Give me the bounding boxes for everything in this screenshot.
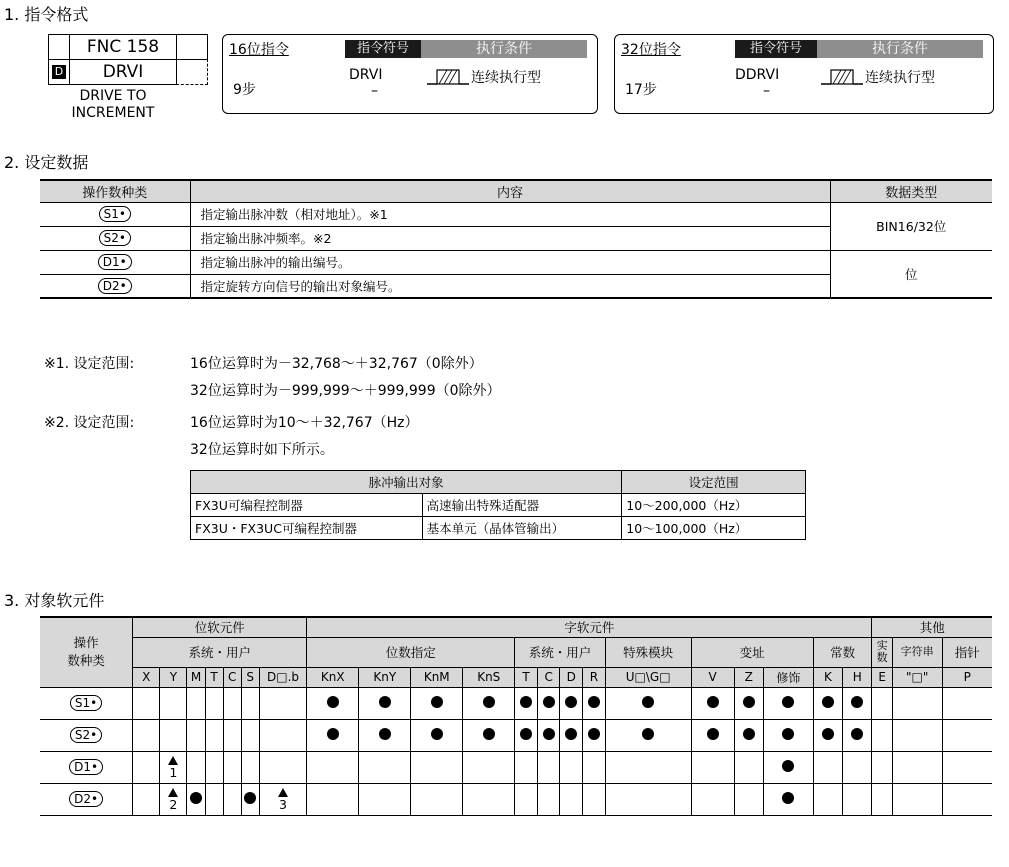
target-device-table [40,616,992,816]
sub-special-module: 特殊模块 [605,637,691,667]
column-header: KnX [307,667,359,687]
triangle-note-number: 1 [169,765,178,780]
applicable-dot-icon [543,696,555,708]
header-operand-type: 操作 数种类 [40,617,133,687]
operand-s1: S1• [99,206,131,222]
applicable-dot-icon [565,696,577,708]
table-row [191,517,806,540]
note2-line2: 32位运算时如下所示。 [190,442,334,458]
applicable-dot-icon [707,728,719,740]
cond16-title: 16位指令 [229,42,289,58]
sub-system-user: 系统・用户 [133,637,307,667]
applicable-dot-icon [588,728,600,740]
section-3-title: 3. 对象软元件 [4,591,105,610]
continuous-exec-icon [821,67,863,87]
cond-16bit-box [222,34,598,114]
data-type-bit: 位 [830,250,992,298]
applicable-dot-icon [588,696,600,708]
fnc-name: DRVI [69,59,177,85]
triangle-note-number: 2 [169,797,178,812]
applicable-dot-icon [782,760,794,772]
column-header: S [241,667,259,687]
applicable-dot-icon [520,728,532,740]
freq-range: 10～200,000（Hz） [622,494,806,517]
column-header: Z [734,667,763,687]
plc-model: FX3U可编程控制器 [191,494,423,517]
operand-label: D2• [69,791,103,807]
fnc-caption [48,88,178,122]
cond16-exec-text: 连续执行型 [471,70,541,86]
cond32-exec-header: 执行条件 [817,40,983,58]
pulse-table-header [191,471,806,494]
fnc-dashed-cell [176,59,208,85]
output-unit: 基本单元（晶体管输出） [422,517,622,540]
fnc-code: FNC 158 [69,34,177,60]
applicable-dot-icon [483,696,495,708]
operand-s2: S2• [99,230,131,246]
cond-32bit-box [614,34,994,114]
header-data-type: 数据类型 [830,180,992,202]
header-content: 内容 [190,180,830,202]
note2-label: ※2. 设定范围: [44,415,135,431]
applicable-dot-icon [851,728,863,740]
column-header: C [537,667,560,687]
fnc-side-cell [176,34,208,60]
operand-d1: D1• [98,254,132,270]
header-operand-type: 操作数种类 [40,180,190,202]
fnc-d-marker: D [52,65,66,79]
column-header: KnS [463,667,515,687]
fnc-instruction-box [48,34,210,86]
column-header: K [813,667,842,687]
cond16-symbol-header: 指令符号 [345,40,421,58]
column-header: R [583,667,606,687]
operand-label: S2• [70,727,102,743]
pulse-output-table [190,470,806,540]
plc-model: FX3U・FX3UC可编程控制器 [191,517,423,540]
group-bit-device: 位软元件 [133,617,307,637]
operand-label: D1• [69,759,103,775]
note-triangle-icon [168,788,178,797]
row-content: 指定输出脉冲频率。※2 [190,226,830,250]
applicable-dot-icon [822,696,834,708]
column-header: "□" [892,667,942,687]
fnc-caption-line2: INCREMENT [71,105,155,121]
table-row [40,783,992,815]
applicable-dot-icon [327,696,339,708]
applicable-dot-icon [782,792,794,804]
sub-constant: 常数 [813,637,872,667]
column-header: 修饰 [763,667,813,687]
fnc-d-cell [48,59,70,85]
cond32-symbol-header: 指令符号 [735,40,817,58]
sub-pointer: 指针 [942,637,992,667]
note1-label: ※1. 设定范围: [44,356,135,372]
column-header: P [942,667,992,687]
table-row [40,687,992,719]
table-row [40,202,992,226]
note-triangle-icon [278,788,288,797]
row-content: 指定输出脉冲的输出编号。 [190,250,830,274]
column-header: Y [160,667,187,687]
applicable-dot-icon [244,792,256,804]
column-header: KnY [359,667,411,687]
applicable-dot-icon [642,728,654,740]
column-header: C [223,667,241,687]
setting-data-table [40,179,992,299]
column-header: KnM [411,667,463,687]
cond16-dash: – [371,83,378,99]
operand-label: S1• [70,695,102,711]
applicable-dot-icon [782,696,794,708]
applicable-dot-icon [782,728,794,740]
freq-range: 10～100,000（Hz） [622,517,806,540]
cond32-exec-text: 连续执行型 [865,70,935,86]
row-content: 指定旋转方向信号的输出对象编号。 [190,274,830,298]
column-header: T [205,667,223,687]
column-header: M [187,667,205,687]
target-device-body [40,687,992,815]
applicable-dot-icon [379,728,391,740]
table-row [40,250,992,274]
applicable-dot-icon [431,728,443,740]
section-1-title: 1. 指令格式 [4,5,89,24]
applicable-dot-icon [190,792,202,804]
column-header: T [515,667,538,687]
sub-bit-spec: 位数指定 [307,637,515,667]
table-row [40,751,992,783]
column-header: E [872,667,892,687]
applicable-dot-icon [565,728,577,740]
cond16-exec-header: 执行条件 [421,40,587,58]
note1-line1: 16位运算时为－32,768～＋32,767（0除外） [190,356,483,372]
cond16-symbol: DRVI [349,67,383,83]
header-setting-range: 设定范围 [622,471,806,494]
column-header: U□\G□ [605,667,691,687]
cond16-steps: 9步 [233,82,256,98]
group-word-device: 字软元件 [307,617,872,637]
data-type-bin: BIN16/32位 [830,202,992,250]
applicable-dot-icon [707,696,719,708]
output-unit: 高速输出特殊适配器 [422,494,622,517]
note2-line1: 16位运算时为10～＋32,767（Hz） [190,415,419,431]
applicable-dot-icon [642,696,654,708]
table-row [191,494,806,517]
table-row [40,719,992,751]
cond32-dash: – [763,83,770,99]
triangle-note-number: 3 [279,797,287,812]
cond32-title: 32位指令 [621,42,681,58]
applicable-dot-icon [520,696,532,708]
continuous-exec-icon [427,67,469,87]
fnc-empty-cell [48,34,70,60]
cond32-steps: 17步 [625,82,657,98]
fnc-caption-line1: DRIVE TO [79,88,147,104]
cond32-symbol: DDRVI [735,67,780,83]
applicable-dot-icon [543,728,555,740]
sub-system-user-word: 系统・用户 [515,637,605,667]
applicable-dot-icon [851,696,863,708]
applicable-dot-icon [379,696,391,708]
applicable-dot-icon [483,728,495,740]
note-triangle-icon [168,756,178,765]
applicable-dot-icon [743,728,755,740]
applicable-dot-icon [822,728,834,740]
group-other: 其他 [872,617,992,637]
sub-real: 实数 [872,637,892,667]
operand-d2: D2• [98,278,132,294]
column-header: D□.b [259,667,306,687]
section-2-title: 2. 设定数据 [4,153,89,172]
applicable-dot-icon [327,728,339,740]
header-pulse-target: 脉冲输出对象 [191,471,622,494]
column-header: X [133,667,160,687]
applicable-dot-icon [431,696,443,708]
applicable-dot-icon [743,696,755,708]
note1-line2: 32位运算时为－999,999～＋999,999（0除外） [190,383,501,399]
column-header-row [40,667,992,687]
setting-table-header [40,180,992,202]
sub-string: 字符串 [892,637,942,667]
sub-index: 变址 [691,637,813,667]
column-header: V [691,667,734,687]
column-header: D [560,667,583,687]
row-content: 指定输出脉冲数（相对地址）。※1 [190,202,830,226]
column-header: H [843,667,872,687]
